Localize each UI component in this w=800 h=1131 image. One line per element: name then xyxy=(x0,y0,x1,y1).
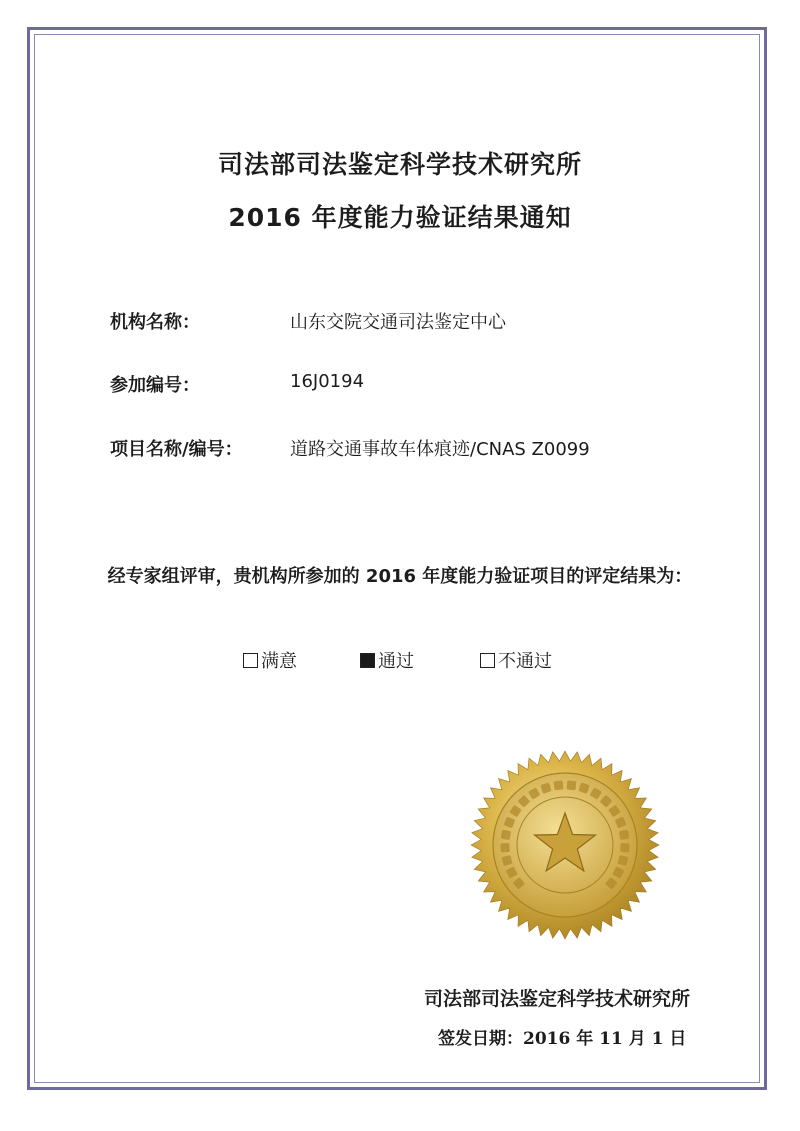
seal-glyph-mark xyxy=(554,780,564,790)
result-options xyxy=(0,647,800,671)
option-label-satisfactory: 满意 xyxy=(261,651,297,672)
option-pass xyxy=(360,647,414,673)
seal-glyph-mark xyxy=(500,843,509,852)
certificate-title: 2016 年度能力验证结果通知 xyxy=(228,203,572,232)
certificate-issuer-title: 司法部司法鉴定科学技术研究所 xyxy=(217,150,582,179)
checkbox-pass xyxy=(360,653,375,668)
participant-number-label: 参加编号： xyxy=(110,375,200,396)
seal-glyph-mark xyxy=(620,843,629,852)
project-value: 道路交通事故车体痕迹/CNAS Z0099 xyxy=(290,439,590,460)
option-label-pass: 通过 xyxy=(378,651,414,672)
option-satisfactory xyxy=(243,647,297,673)
gold-seal xyxy=(470,750,660,940)
seal-glyph-mark xyxy=(619,830,629,840)
participant-number-value: 16J0194 xyxy=(290,371,365,392)
issue-date-value: 2016 年 11 月 1 日 xyxy=(523,1029,687,1049)
option-fail xyxy=(480,647,552,673)
issue-date-label: 签发日期： xyxy=(438,1029,523,1049)
issue-date xyxy=(438,1024,686,1049)
issuer-name: 司法部司法鉴定科学技术研究所 xyxy=(424,988,691,1010)
seal-glyph-mark xyxy=(566,780,576,790)
project-label: 项目名称/编号： xyxy=(110,439,243,460)
checkbox-fail xyxy=(480,653,495,668)
institution-label: 机构名称： xyxy=(110,312,200,333)
option-label-fail: 不通过 xyxy=(498,651,552,672)
seal-glyph-mark xyxy=(501,830,511,840)
institution-value: 山东交院交通司法鉴定中心 xyxy=(290,312,506,333)
evaluation-statement: 经专家组评审，贵机构所参加的 2016 年度能力验证项目的评定结果为： xyxy=(107,566,693,587)
checkbox-satisfactory xyxy=(243,653,258,668)
